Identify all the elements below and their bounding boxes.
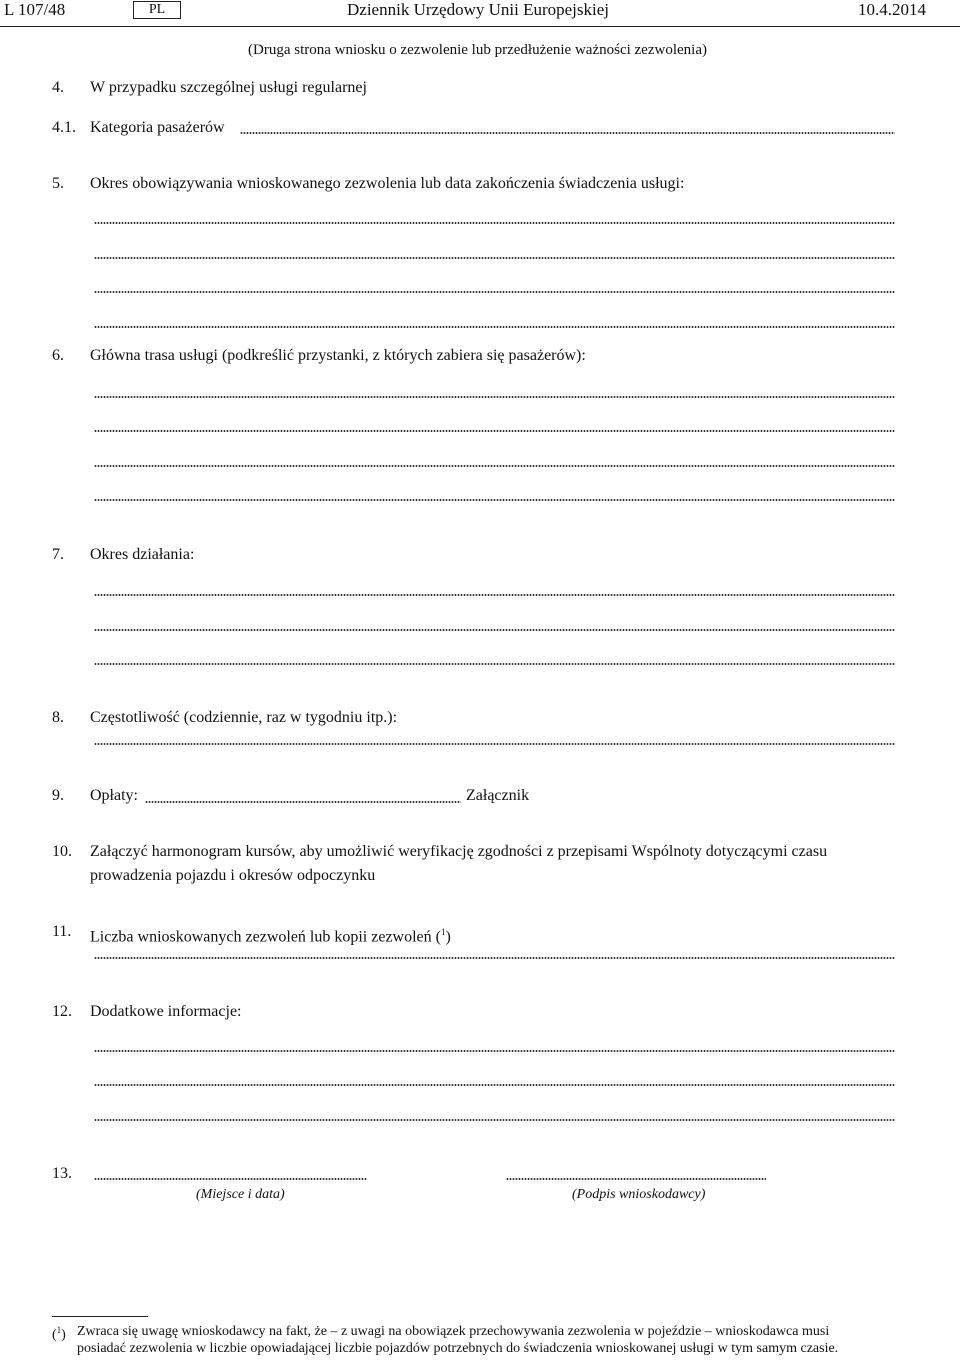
footnote-marker-open: ( [52,1327,57,1343]
item-7-text: Okres działania: [90,546,195,563]
item-12-number: 12. [52,1003,72,1020]
footnote-ref[interactable]: 1 [440,927,446,937]
item-8-number: 8. [52,709,64,726]
item-5-number: 5. [52,175,64,192]
place-date-field[interactable] [94,1178,367,1180]
journal-title: Dziennik Urzędowy Unii Europejskiej [347,0,610,19]
form-subtitle: (Druga strona wniosku o zezwolenie lub przedłużenie ważności zezwolenia) [248,42,707,58]
permit-count-line[interactable] [94,957,895,959]
item-10-line-1: Załączyć harmonogram kursów, aby umożliwić weryfikację zgodności z przepisami Wspólnoty dotyczącymi czasu [90,843,828,860]
page-reference: L 107/48 [4,0,66,19]
passenger-category-field[interactable] [240,132,895,134]
validity-period-line[interactable] [94,326,895,328]
additional-info-line[interactable] [94,1050,895,1052]
item-13-number: 13. [52,1165,72,1182]
frequency-line[interactable] [94,743,895,745]
item-6-text: Główna trasa usługi (podkreślić przystanki, z których zabiera się pasażerów): [90,347,586,364]
item-9-number: 9. [52,787,64,804]
validity-period-line[interactable] [94,257,895,259]
footnote-divider [52,1316,148,1317]
language-badge: PL [133,1,181,19]
item-4-number: 4. [52,79,64,96]
operation-period-line[interactable] [94,663,895,665]
operation-period-line[interactable] [94,629,895,631]
place-date-caption: (Miejsce i data) [196,1187,285,1202]
item-6-number: 6. [52,347,64,364]
additional-info-line[interactable] [94,1119,895,1121]
signature-field[interactable] [506,1178,766,1180]
item-4-1-text: Kategoria pasażerów [90,119,225,136]
footnote-line-1: Zwraca się uwagę wnioskodawcy na fakt, że – z uwagi na obowiązek przechowywania zezwolenia w pojeździe – wnioskodawca musi [77,1324,830,1339]
publication-date: 10.4.2014 [858,0,926,19]
footnote-line-2: posiadać zezwolenia w liczbie opowiadającej liczbie pojazdów potrzebnych do świadczenia wnioskowanej usługi w tym samym czasie. [77,1341,839,1356]
item-11-label: Liczba wnioskowanych zezwoleń lub kopii zezwoleń ( [90,928,441,946]
header-divider [0,26,960,27]
fees-field[interactable] [145,801,461,803]
item-12-text: Dodatkowe informacje: [90,1003,242,1020]
item-5-text: Okres obowiązywania wnioskowanego zezwolenia lub data zakończenia świadczenia usługi: [90,175,685,192]
item-4-1-number: 4.1. [52,119,76,136]
item-11-number: 11. [52,923,72,940]
item-8-text: Częstotliwość (codziennie, raz w tygodniu itp.): [90,709,398,726]
footnote-marker-number: 1 [56,1325,62,1335]
additional-info-line[interactable] [94,1084,895,1086]
signature-caption: (Podpis wnioskodawcy) [572,1187,706,1202]
item-10-number: 10. [52,843,72,860]
route-line[interactable] [94,396,895,398]
footnote-marker-close: ) [61,1327,66,1343]
operation-period-line[interactable] [94,594,895,596]
item-11-text [90,922,451,947]
item-7-number: 7. [52,546,64,563]
route-line[interactable] [94,465,895,467]
route-line[interactable] [94,499,895,501]
item-4-text: W przypadku szczególnej usługi regularnej [90,79,367,96]
item-9-text: Opłaty: [90,787,138,804]
item-11-close: ) [445,928,451,946]
validity-period-line[interactable] [94,291,895,293]
item-10-line-2: prowadzenia pojazdu i okresów odpoczynku [90,867,376,884]
validity-period-line[interactable] [94,222,895,224]
footnote-marker [52,1322,66,1344]
attachment-label: Załącznik [466,787,530,804]
route-line[interactable] [94,430,895,432]
